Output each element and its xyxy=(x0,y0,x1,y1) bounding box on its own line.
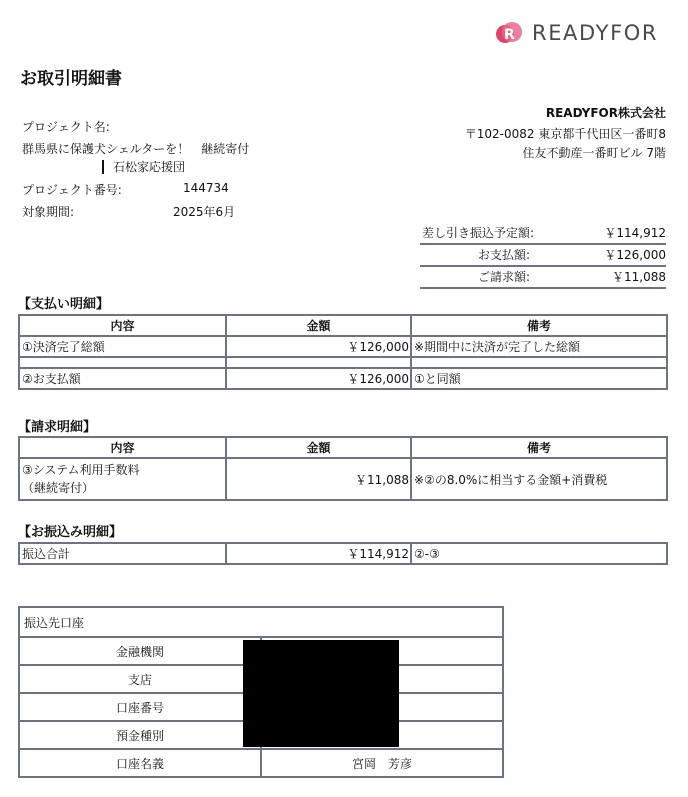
cell-note: ※期間中に決済が完了した総額 xyxy=(411,336,667,357)
project-number-value: 144734 xyxy=(183,181,229,195)
page-title: お取引明細書 xyxy=(20,69,122,89)
bank-title: 振込先口座 xyxy=(19,607,503,637)
cell-note: ②-③ xyxy=(411,543,667,564)
column-header: 金額 xyxy=(226,315,411,336)
redaction-box xyxy=(243,640,399,747)
transfer-table xyxy=(18,542,668,565)
table-row xyxy=(19,368,667,389)
readyfor-logo-icon xyxy=(495,19,523,47)
project-group-name: 石松家応援団 xyxy=(113,160,186,174)
cell-item: ②お支払額 xyxy=(19,368,226,389)
bank-label: 口座番号 xyxy=(19,693,261,721)
issuer-address-line2: 住友不動産一番町ビル 7階 xyxy=(522,146,666,160)
cell-item-line1: ③システム利用手数料 xyxy=(22,463,140,477)
cell-item-line2: （継続寄付） xyxy=(22,481,95,495)
table-row xyxy=(19,458,667,500)
table-header-row xyxy=(19,437,667,458)
project-number-label: プロジェクト番号: xyxy=(22,183,122,197)
summary-value: ￥114,912 xyxy=(604,226,666,240)
period-value: 2025年6月 xyxy=(173,205,236,219)
issuer-address-line1: 〒102-0082 東京都千代田区一番町8 xyxy=(464,127,666,141)
transfer-heading: 【お振込み明細】 xyxy=(18,525,123,540)
summary-value: ￥11,088 xyxy=(612,270,666,284)
table-row xyxy=(19,543,667,564)
vertical-bar xyxy=(102,160,104,174)
payment-table xyxy=(18,314,668,390)
brand-name: READYFOR xyxy=(532,21,659,45)
project-name-label: プロジェクト名: xyxy=(22,120,110,134)
project-name-line1: 群馬県に保護犬シェルターを！ 継続寄付 xyxy=(22,142,250,156)
column-header: 備考 xyxy=(411,315,667,336)
cell-item: ①決済完了総額 xyxy=(19,336,226,357)
column-header: 内容 xyxy=(19,315,226,336)
cell-note: ※②の8.0%に相当する金額+消費税 xyxy=(411,458,667,500)
bank-label: 口座名義 xyxy=(19,749,261,777)
column-header: 備考 xyxy=(411,437,667,458)
cell-note: ①と同額 xyxy=(411,368,667,389)
cell-amount: ￥126,000 xyxy=(226,368,411,389)
billing-heading: 【請求明細】 xyxy=(18,420,97,435)
bank-holder-value: 宮岡 芳彦 xyxy=(261,749,503,777)
svg-text:R: R xyxy=(504,27,515,43)
summary-label: ご請求額: xyxy=(477,270,530,284)
payment-heading: 【支払い明細】 xyxy=(18,297,110,312)
summary-label: お支払額: xyxy=(477,248,530,262)
column-header: 内容 xyxy=(19,437,226,458)
issuer-company: READYFOR株式会社 xyxy=(545,106,666,120)
summary-row xyxy=(420,246,666,267)
cell-amount: ￥11,088 xyxy=(226,458,411,500)
summary-row xyxy=(420,224,666,245)
bank-row xyxy=(19,749,503,777)
billing-table xyxy=(18,436,668,501)
table-row xyxy=(19,336,667,357)
bank-title-row xyxy=(19,607,503,637)
summary-row xyxy=(420,268,666,289)
project-name-line2 xyxy=(102,158,185,175)
period-label: 対象期間: xyxy=(22,205,75,219)
cell-amount: ￥114,912 xyxy=(226,543,411,564)
bank-label: 預金種別 xyxy=(19,721,261,749)
summary-value: ￥126,000 xyxy=(604,248,666,262)
readyfor-logo xyxy=(495,18,670,48)
cell-amount: ￥126,000 xyxy=(226,336,411,357)
summary-label: 差し引き振込予定額: xyxy=(422,226,535,240)
bank-label: 支店 xyxy=(19,665,261,693)
table-spacer-row xyxy=(19,357,667,368)
bank-label: 金融機関 xyxy=(19,637,261,665)
cell-item xyxy=(19,458,226,500)
table-header-row xyxy=(19,315,667,336)
cell-item: 振込合計 xyxy=(19,543,226,564)
column-header: 金額 xyxy=(226,437,411,458)
summary-block xyxy=(420,224,666,289)
